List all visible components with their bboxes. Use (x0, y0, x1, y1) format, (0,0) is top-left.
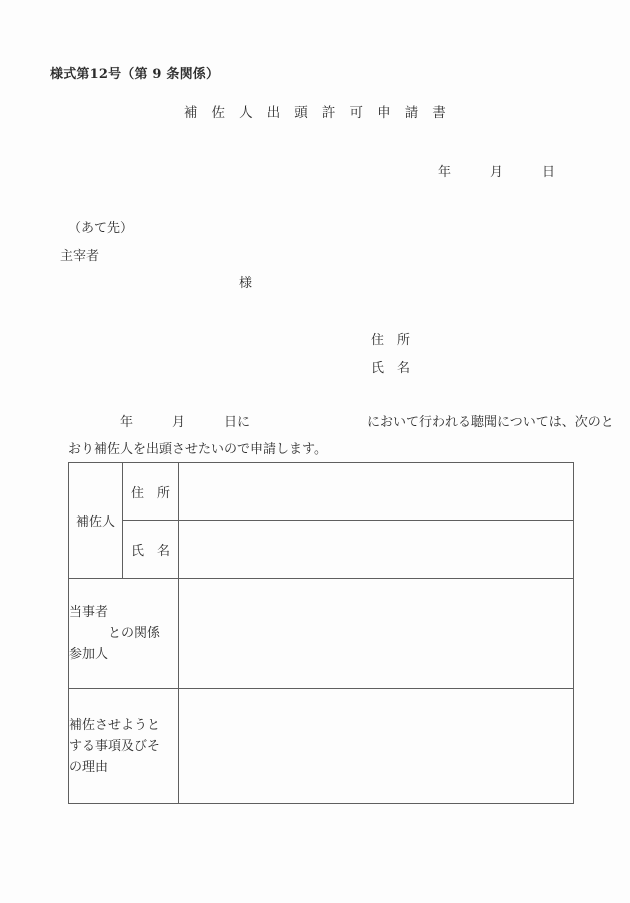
addressee-name: 主宰者 (60, 249, 100, 264)
statement-line-1: 年 月 日に において行われる聴聞については、次のと (68, 415, 614, 430)
reason-label-line-3: の理由 (69, 759, 109, 775)
applicant-name-label: 氏 名 (371, 361, 411, 376)
addressee-honorific: 様 (239, 276, 253, 291)
reason-label-line-2: する事項及びそ (69, 738, 161, 754)
assistant-name-label: 氏 名 (123, 521, 179, 579)
date-line-top: 年 月 日 (437, 165, 555, 180)
assistant-name-input[interactable] (179, 521, 574, 579)
reason-label-line-1: 補佐させようと (69, 717, 161, 733)
assistant-address-label: 住 所 (123, 463, 179, 521)
form-number: 様式第12号（第 9 条関係） (50, 67, 220, 82)
relation-label-line-1: 当事者 (69, 605, 109, 620)
reason-label (69, 689, 179, 804)
table-row (69, 689, 574, 804)
applicant-address-label: 住 所 (371, 333, 411, 348)
page-title: 補 佐 人 出 頭 許 可 申 請 書 (183, 105, 447, 121)
table-row (69, 579, 574, 689)
relation-input[interactable] (179, 579, 574, 689)
table-row (69, 463, 574, 521)
relation-label-line-2: との関係 (69, 626, 161, 641)
table-row (69, 521, 574, 579)
statement-line-2: おり補佐人を出頭させたいので申請します。 (68, 442, 327, 457)
statement-paragraph (68, 409, 614, 463)
relation-label-line-3: 参加人 (69, 647, 109, 662)
relation-label (69, 579, 179, 689)
reason-input[interactable] (179, 689, 574, 804)
assistant-address-input[interactable] (179, 463, 574, 521)
addressee-label: （あて先） (68, 221, 134, 236)
application-table (68, 462, 574, 804)
assistant-group-label: 補佐人 (69, 463, 123, 579)
